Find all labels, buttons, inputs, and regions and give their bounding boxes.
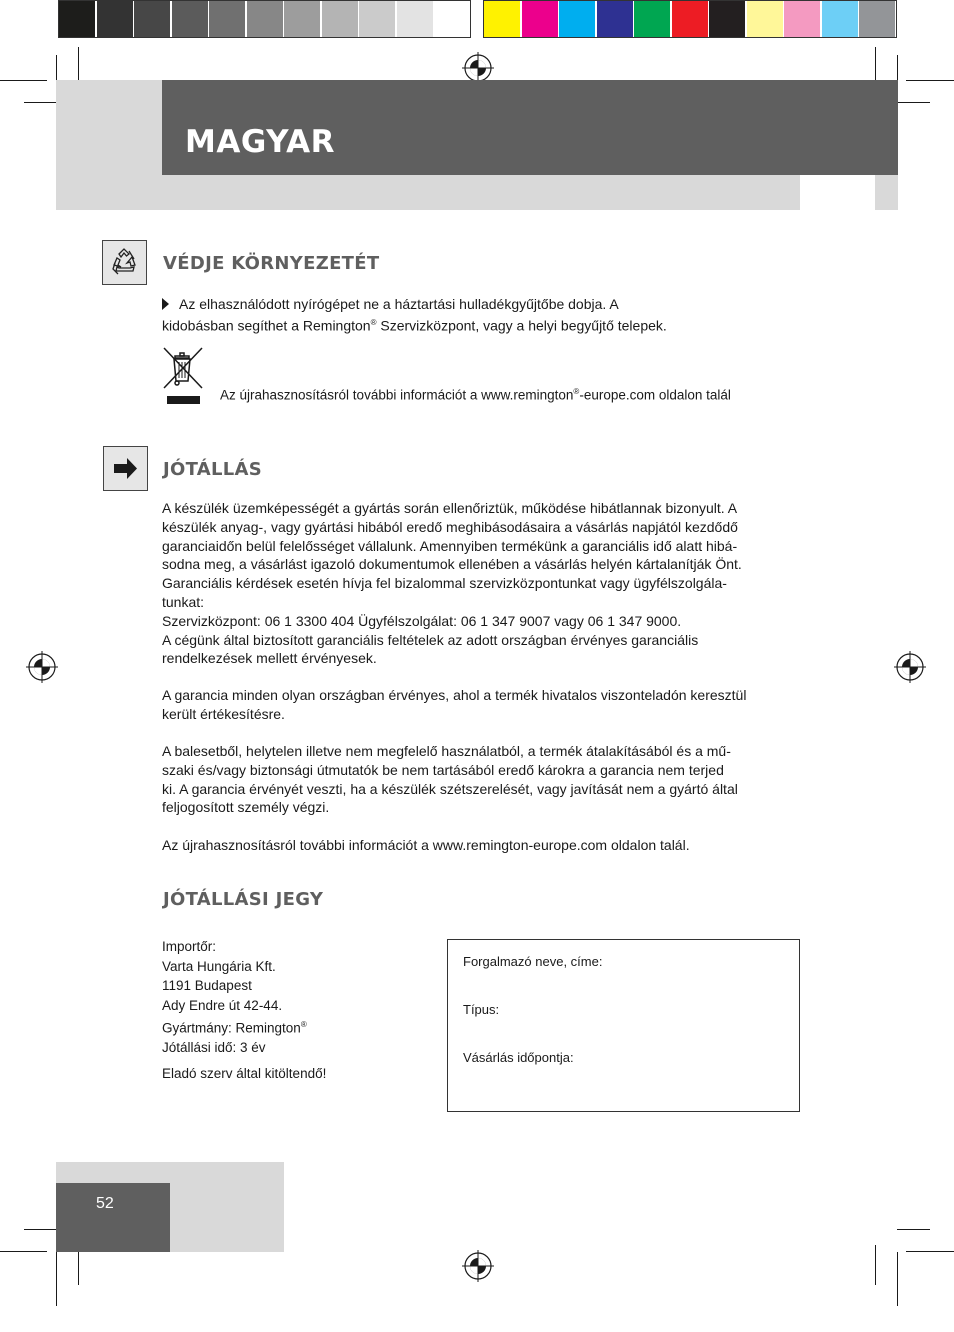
- type-field-label: Típus:: [463, 1002, 500, 1017]
- color-swatch: [247, 0, 283, 37]
- section-heading-warranty: JÓTÁLLÁS: [163, 459, 263, 480]
- paragraph-line: A cégünk által biztosított garanciális feltételek az adott országban érvényes garanciális: [162, 631, 699, 648]
- env-bullet-line: Szervizközpont, vagy a helyi begyűjtő telepek.: [376, 317, 667, 334]
- registered-mark: ®: [370, 317, 377, 327]
- color-swatch: [322, 0, 358, 37]
- paragraph-line: készülék anyag-, vagy gyártási hibából eredő meghibásodásaira a vásárlás napjától kezdődő: [162, 518, 738, 535]
- color-swatch: [59, 0, 95, 37]
- registration-mark-icon: [461, 1249, 495, 1283]
- env-bullet-paragraph: [162, 295, 802, 335]
- env-bullet-line: Az elhasználódott nyírógépet ne a háztartási hulladékgyűjtőbe dobja. A: [179, 296, 619, 312]
- color-swatch: [97, 0, 133, 37]
- paragraph-line: feljogosított személy végzi.: [162, 799, 330, 816]
- crop-mark: [906, 1251, 954, 1252]
- warranty-period: Jótállási idő: 3 év: [162, 1040, 266, 1055]
- color-swatch: [134, 0, 170, 37]
- page-title: MAGYAR: [185, 124, 335, 160]
- recycle-info-text: Az újrahasznosításról további információt a www.remington: [220, 387, 574, 403]
- warranty-paragraph-4: Az újrahasznosításról további információt a www.remington-europe.com oldalon talál.: [162, 837, 690, 853]
- importer-label: Importőr:: [162, 939, 217, 954]
- crop-mark: [56, 1252, 57, 1306]
- color-swatch: [784, 0, 820, 37]
- crop-mark: [0, 80, 47, 81]
- paragraph-line: tunkat:: [162, 593, 205, 610]
- paragraph-line: került értékesítésre.: [162, 705, 285, 722]
- importer-name: Varta Hungária Kft.: [162, 958, 276, 974]
- color-swatch: [434, 0, 470, 37]
- section-heading-environment: VÉDJE KÖRNYEZETÉT: [163, 253, 380, 274]
- warranty-paragraph-3: [162, 742, 802, 817]
- crop-mark: [906, 80, 954, 81]
- color-swatch: [859, 0, 895, 37]
- color-swatch: [709, 0, 745, 37]
- paragraph-line: sodna meg, a vásárlást igazoló dokumentumok ellenében a vásárlás helyén kártalanítják Önt.: [162, 556, 742, 573]
- importer-street: Ady Endre út 42-44.: [162, 997, 283, 1013]
- color-swatch: [672, 0, 708, 37]
- importer-city: 1191 Budapest: [162, 978, 252, 993]
- crop-mark: [897, 1229, 930, 1230]
- registered-mark: ®: [573, 387, 580, 396]
- crop-mark: [24, 1229, 56, 1230]
- recycle-info-text: -europe.com oldalon talál: [579, 387, 731, 403]
- seller-note: Eladó szerv által kitöltendő!: [162, 1066, 327, 1081]
- recycle-info-line: [220, 387, 731, 403]
- paragraph-line: ki. A garancia érvényét veszti, ha a készülék szétszerelését, vagy javítását nem a gyártó által: [162, 780, 738, 797]
- paragraph-line: rendelkezések mellett érvényesek.: [162, 650, 377, 667]
- paragraph-line: szaki és/vagy biztonsági útmutatók be nem tartásából eredő károkra a garancia nem terjed: [162, 761, 724, 778]
- warranty-paragraph-2: [162, 686, 802, 724]
- color-swatch: [172, 0, 208, 37]
- color-swatch: [209, 0, 245, 37]
- crossed-bin-icon: [162, 346, 204, 406]
- warranty-form-box: [447, 939, 800, 1112]
- crop-mark: [875, 1245, 876, 1285]
- page-number: 52: [96, 1195, 114, 1212]
- recycle-icon: [102, 240, 147, 285]
- arrow-right-icon: [103, 446, 148, 491]
- crop-mark: [897, 102, 930, 103]
- paragraph-line: A garancia minden olyan országban érvényes, ahol a termék hivatalos viszonteladón keresztül: [162, 687, 747, 703]
- color-swatch: [484, 0, 520, 37]
- section-heading-warranty-card: JÓTÁLLÁSI JEGY: [163, 889, 324, 910]
- crop-mark: [0, 1251, 47, 1252]
- color-swatch-bar: [484, 0, 897, 38]
- page-number-band-dark: [56, 1183, 170, 1252]
- color-swatch: [597, 0, 633, 37]
- crop-mark: [897, 1252, 898, 1306]
- env-bullet-line: kidobásban segíthet a Remington: [162, 317, 371, 334]
- paragraph-line: Szervizközpont: 06 1 3300 404 Ügyfélszolgálat: 06 1 347 9007 vagy 06 1 347 9000.: [162, 612, 682, 629]
- color-swatch: [822, 0, 858, 37]
- color-swatch: [634, 0, 670, 37]
- paragraph-line: A balesetből, helytelen illetve nem megfelelő használatból, a termék átalakításából és a mű-: [162, 743, 731, 759]
- color-swatch: [559, 0, 595, 37]
- crop-mark: [24, 102, 56, 103]
- paragraph-line: garanciaidőn belül felelősséget vállalunk. Amennyiben termékünk a garanciális idő alatt hibá-: [162, 537, 738, 554]
- dealer-field-label: Forgalmazó neve, címe:: [463, 954, 603, 969]
- color-swatch: [397, 0, 433, 37]
- color-swatch: [522, 0, 558, 37]
- brand-text: Gyártmány: Remington: [162, 1020, 301, 1036]
- registered-mark: ®: [300, 1020, 307, 1029]
- bullet-arrow-icon: [162, 298, 169, 310]
- paragraph-line: Garanciális kérdések esetén hívja fel bizalommal szervizközpontunkat vagy ügyfélszolgála-: [162, 575, 727, 592]
- color-swatch: [359, 0, 395, 37]
- purchase-date-field-label: Vásárlás időpontja:: [463, 1050, 574, 1065]
- registration-mark-icon: [25, 650, 59, 684]
- warranty-paragraph-1: [162, 499, 802, 668]
- color-swatch: [284, 0, 320, 37]
- color-swatch: [747, 0, 783, 37]
- registration-mark-icon: [893, 650, 927, 684]
- importer-block: [162, 937, 432, 1058]
- gray-swatch-bar: [59, 0, 472, 38]
- paragraph-line: A készülék üzemképességét a gyártás során ellenőriztük, működése hibátlannak bizonyult. A: [162, 500, 738, 516]
